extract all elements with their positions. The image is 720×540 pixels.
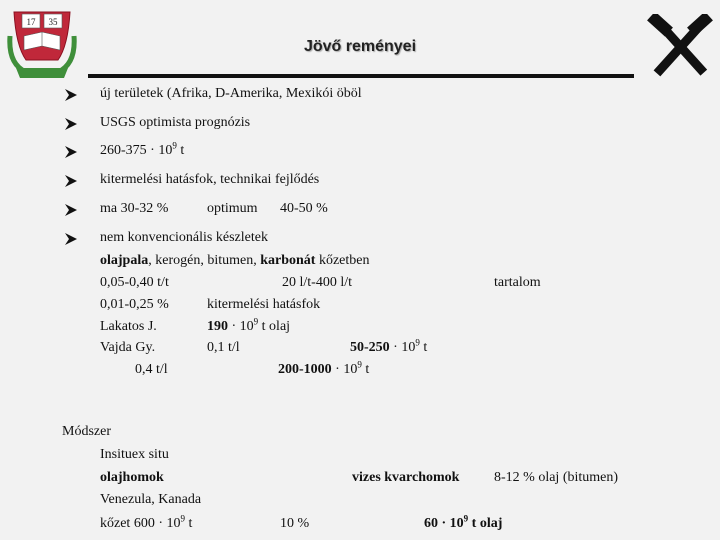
arrow-bullet-icon [64,88,78,102]
method-heading: Módszer [62,424,111,439]
method-pct: 10 % [280,516,310,531]
row2-b: kitermelési hatásfok [207,297,321,312]
row1-b: 20 l/t-400 l/t [282,275,352,290]
row3-a: Lakatos J. [100,319,157,334]
list-item: ma 30-32 % optimum 40-50 % [64,201,704,221]
row2-a: 0,01-0,25 % [100,297,169,312]
row4-a: Vajda Gy. [100,340,156,355]
arrow-bullet-icon [64,174,78,188]
arrow-bullet-icon [64,203,78,217]
row5-b: $200-1000 \cdot 10^9$ t [278,359,370,377]
row5-a: 0,4 t/l [135,362,168,377]
page-title: Jövő reményei [303,38,417,55]
arrow-bullet-icon [64,117,78,131]
row3-b: $190 \cdot 10^9$ t olaj [207,316,291,334]
row1-c: tartalom [494,275,541,290]
method-oil-sands: olajhomok [100,470,164,485]
row4-c: $50-250 \cdot 10^9$ t [350,337,428,355]
method-oil-pct: 8-12 % olaj (bitumen) [494,470,619,485]
title-divider [88,74,634,78]
svg-text:35: 35 [48,17,58,27]
arrow-bullet-icon [64,145,78,159]
resource-types: olajpala, kerogén, bitumen, karbonát kőzetben [100,253,370,268]
svg-text:17: 17 [26,17,36,27]
arrow-bullet-icon [64,232,78,246]
method-result: $60 \cdot 10^9$ t olaj [424,513,503,531]
method-insitu: Insituex situ [100,447,169,462]
method-countries: Venezula, Kanada [100,492,202,507]
method-rock: kőzet $600 \cdot 10^9$ t [100,513,193,531]
row1-a: 0,05-0,40 t/t [100,275,169,290]
row4-b: 0,1 t/l [207,340,240,355]
method-water-quartz: vizes kvarchomok [352,470,460,485]
